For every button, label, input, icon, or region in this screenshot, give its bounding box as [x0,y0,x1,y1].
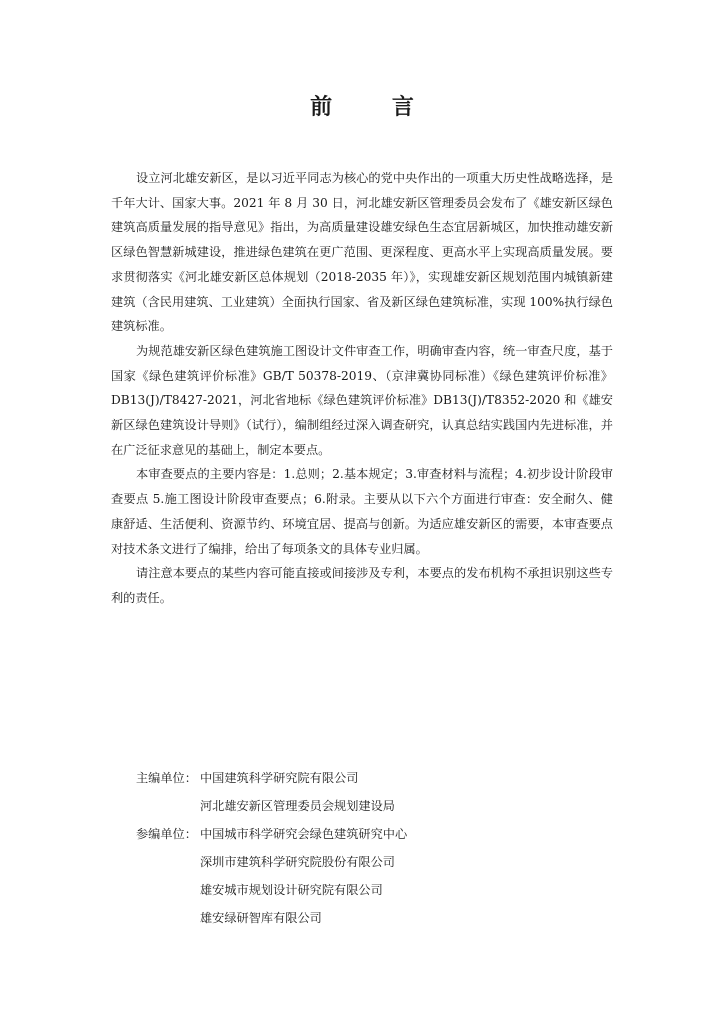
participating-editor-unit: 深圳市建筑科学研究院股份有限公司 [200,855,395,869]
participating-editor-unit: 中国城市科学研究会绿色建筑研究中心 [200,827,408,841]
chief-editor-label: 主编单位： [136,771,197,785]
paragraph-2: 为规范雄安新区绿色建筑施工图设计文件审查工作，明确审查内容，统一审查尺度，基于国家《绿色建筑评价标准》GB/T 50378-2019、（京津冀协同标准）《绿色建筑评价标准》DB13(J)/T8427-2021，河北省地标《绿色建筑评价标准》DB13(J)/T8352-2020 和《雄安新区绿色建筑设计导则》（试行），编制组经过深入调查研究，认真总结实践国内先进标准，并在广泛征求意见的基础上，制定本要点。 [111,343,613,457]
editing-units [136,764,407,932]
participating-editor-unit: 雄安绿研智库有限公司 [200,911,322,925]
page-title: 前 言 [310,95,440,120]
participating-editor-label: 参编单位： [136,827,197,841]
paragraph-4: 请注意本要点的某些内容可能直接或间接涉及专利，本要点的发布机构不承担识别这些专利的责任。 [111,566,613,605]
participating-unit-row [136,876,407,904]
chief-unit-row [136,792,407,820]
participating-unit-row [136,904,407,932]
chief-unit-row [136,764,407,792]
paragraph-1: 设立河北雄安新区，是以习近平同志为核心的党中央作出的一项重大历史性战略选择，是千年大计、国家大事。2021 年 8 月 30 日，河北雄安新区管理委员会发布了《雄安新区绿色建筑高质量发展的指导意见》指出，为高质量建设雄安绿色生态宜居新城区，加快推动雄安新区绿色智慧新城建设，推进绿色建筑在更广范围、更深程度、更高水平上实现高质量发展。要求贯彻落实《河北雄安新区总体规划（2018-2035 年）》，实现雄安新区规划范围内城镇新建建筑（含民用建筑、工业建筑）全面执行国家、省及新区绿色建筑标准，实现 100%执行绿色建筑标准。 [111,171,613,334]
participating-editor-unit: 雄安城市规划设计研究院有限公司 [200,883,383,897]
paragraph-3: 本审查要点的主要内容是：1.总则；2.基本规定；3.审查材料与流程；4.初步设计阶段审查要点 5.施工图设计阶段审查要点；6.附录。主要从以下六个方面进行审查：安全耐久、健康舒适、生活便利、资源节约、环境宜居、提高与创新。为适应雄安新区的需要，本审查要点对技术条文进行了编排，给出了每项条文的具体专业归属。 [111,467,613,556]
chief-editor-unit: 中国建筑科学研究院有限公司 [200,771,359,785]
foreword-body [111,166,613,611]
participating-unit-row [136,820,407,848]
participating-unit-row [136,848,407,876]
chief-editor-unit: 河北雄安新区管理委员会规划建设局 [200,799,395,813]
